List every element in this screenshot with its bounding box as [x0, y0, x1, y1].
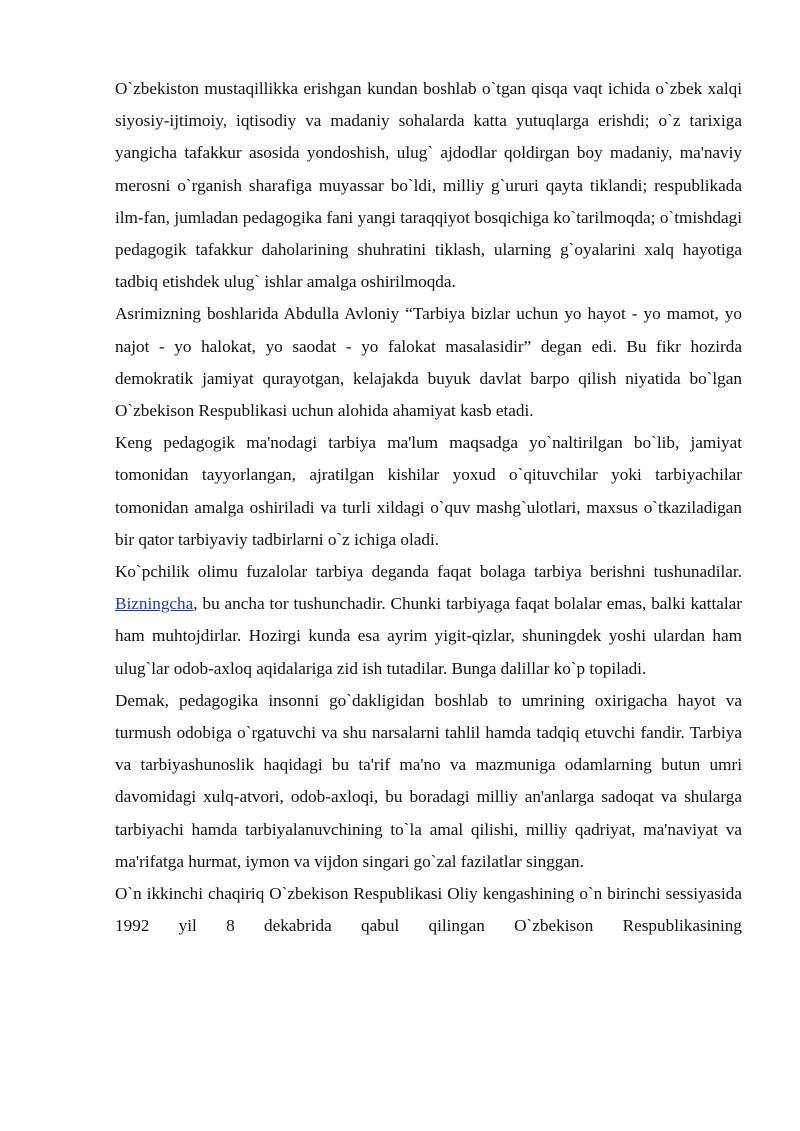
- paragraph-avloniy-quote: Asrimizning boshlarida Abdulla Avloniy “Tarbiya bizlar uchun yo hayot - yo mamot, yo najot - yo halokat, yo saodat - yo falokat masalasidir” degan edi. Bu fikr hozirda demokratik jamiyat qurayotgan, kelajakda buyuk davlat barpo qilish niyatida bo`lgan O`zbekison Respublikasi uchun alohida ahamiyat kasb etadi.: [115, 304, 742, 421]
- paragraph-scholars-view: [115, 556, 742, 685]
- document-page: [115, 73, 742, 942]
- paragraph-pedagogical-upbringing: Keng pedagogik ma'nodagi tarbiya ma'lum maqsadga yo`naltirilgan bo`lib, jamiyat tomonidan tayyorlangan, ajratilgan kishilar yoxud o`qituvchilar yoki tarbiyachilar tomonidan amalga oshiriladi va turli xildagi o`quv mashg`ulotlari, maxsus o`tkaziladigan bir qator tarbiyaviy tadbirlarni o`z ichiga oladi.: [115, 433, 742, 549]
- paragraph-text-after-link: , bu ancha tor tushunchadir. Chunki tarbiyaga faqat bolalar emas, balki kattalar ham muhtojdirlar. Hozirgi kunda esa ayrim yigit-qizlar, shuningdek yoshi ulardan ham ulug`lar odob-axloq aqidalariga zid ish tutadilar. Bunga dalillar ko`p topiladi.: [115, 594, 742, 678]
- paragraph-pedagogy-definition: Demak, pedagogika insonni go`dakligidan boshlab to umrining oxirigacha hayot va turmush odobiga o`rgatuvchi va shu narsalarni tahlil hamda tadqiq etuvchi fandir. Tarbiya va tarbiyashunoslik haqidagi bu ta'rif ma'no va mazmuniga odamlarning butun umri davomidagi xulq-atvori, odob-axloqi, bu boradagi milliy an'anlarga sadoqat va shularga tarbiyachi hamda tarbiyalanuvchining to`la amal qilishi, milliy qadriyat, ma'naviyat va ma'rifatga hurmat, iymon va vijdon singari go`zal fazilatlar singgan.: [115, 690, 742, 871]
- paragraph-text-before-link: Ko`pchilik olimu fuzalolar tarbiya deganda faqat bolaga tarbiya berishni tushunadilar.: [115, 562, 742, 582]
- paragraph-independence: O`zbekiston mustaqillikka erishgan kundan boshlab o`tgan qisqa vaqt ichida o`zbek xalqi siyosiy-ijtimoiy, iqtisodiy va madaniy sohalarda katta yutuqlarga erishdi; o`z tarixiga yangicha tafakkur asosida yondoshish, ulug` ajdodlar qoldirgan boy madaniy, ma'naviy merosni o`rganish sharafiga muyassar bo`ldi, milliy g`ururi qayta tiklandi; respublikada ilm-fan, jumladan pedagogika fani yangi taraqqiyot bosqichiga ko`tarilmoqda; o`tmishdagi pedagogik tafakkur daholarining shuhratini tiklash, ularning g`oyalarini xalq hayotiga tadbiq etishdek ulug` ishlar amalga oshirilmoqda.: [115, 79, 742, 292]
- bizningcha-link[interactable]: Bizningcha: [115, 594, 194, 614]
- paragraph-oliy-kengash: O`n ikkinchi chaqiriq O`zbekison Respublikasi Oliy kengashining o`n birinchi sessiyasida 1992 yil 8 dekabrida qabul qilingan O`zbekison Respublikasining: [115, 884, 742, 936]
